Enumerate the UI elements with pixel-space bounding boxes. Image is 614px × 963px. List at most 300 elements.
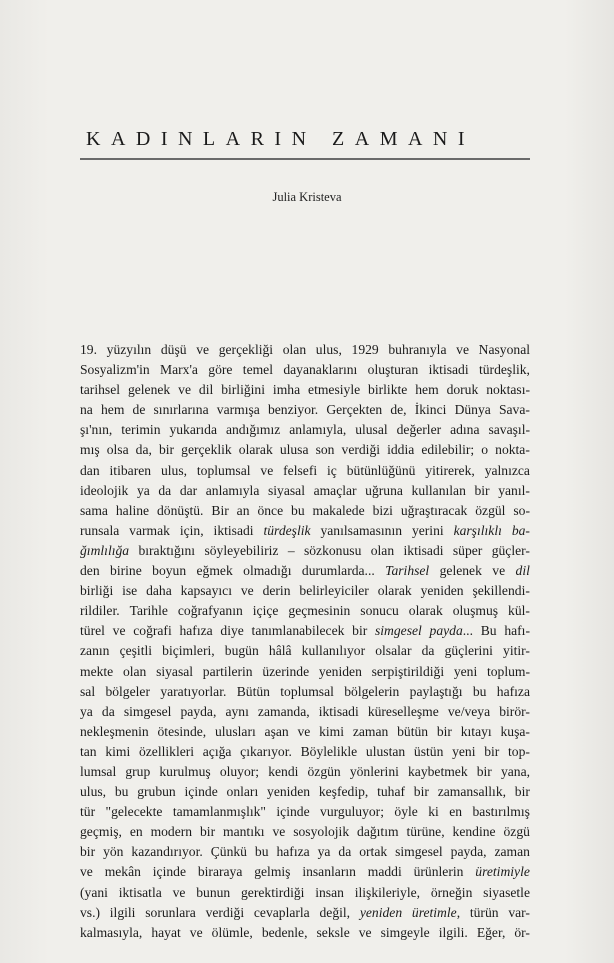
text-fragment: birör- [499,703,530,719]
word [253,601,279,621]
text-line [80,883,530,903]
word [80,702,93,722]
word [508,903,530,923]
text-fragment: yalnızca [484,462,530,478]
text-fragment: coğrafyanın [177,603,243,619]
word [179,621,212,641]
word [488,420,530,440]
text-fragment: olarak [377,583,412,599]
text-fragment: Böylelikle [300,743,358,759]
word [371,541,394,561]
text-fragment: toplum- [486,663,530,679]
word [408,762,468,782]
word [320,802,384,822]
word [406,822,444,842]
text-fragment: özellikleri [138,743,195,759]
word [102,702,115,722]
text-fragment: ve [272,824,286,840]
text-fragment: ya [317,844,331,860]
text-fragment: düşü [160,342,187,357]
word [375,641,411,661]
text-fragment: Nasyonal [478,342,530,357]
text-fragment: var- [508,904,530,920]
text-fragment: bu [472,683,487,699]
word [387,440,414,460]
word [283,461,317,481]
word [160,682,226,702]
word [226,420,280,440]
text-fragment: zanın [80,643,110,659]
text-fragment: grup [125,763,151,779]
word [381,923,430,943]
text-fragment: açığa [202,743,232,759]
word [483,883,530,903]
word [448,702,490,722]
word [80,621,105,641]
text-line [80,340,530,360]
text-fragment: tuhaf [377,784,406,800]
text-fragment: kıtayı [460,723,492,739]
text-fragment: siyasetle [483,884,530,900]
text-fragment: dayanaklarını [283,362,358,378]
text-fragment: birliği [80,583,114,599]
word [368,702,439,722]
word [80,601,120,621]
word [80,440,100,460]
word [472,581,529,601]
text-fragment: bir [484,743,500,759]
word [477,762,492,782]
word [80,802,95,822]
text-fragment: gelmiş [254,864,291,880]
text-fragment: kendine [452,824,496,840]
text-line [80,621,530,641]
text-fragment: vurguluyor; [320,804,384,820]
text-fragment: Eğer, [476,924,506,940]
text-fragment: doruk [446,382,479,398]
text-fragment: ve [172,884,186,900]
word [133,621,172,641]
text-fragment: ürünlerin [413,864,464,880]
italic-text: türdeşlik [263,522,311,538]
text-fragment: en [449,804,463,820]
text-fragment: hafıza [179,623,213,639]
word [106,802,163,822]
word [495,440,530,460]
text-fragment: oluşturan [367,362,419,378]
text-fragment: ve [189,924,203,940]
text-line [80,501,530,521]
text-fragment: ulus, [160,462,188,478]
title-rule [80,158,530,160]
word [125,762,150,782]
word [257,501,283,521]
text-fragment: kuşa- [500,723,530,739]
text-fragment: Bir [211,502,229,518]
word [255,842,269,862]
text-fragment: hafı- [504,623,530,639]
text-fragment: simgesel [395,844,443,860]
text-fragment: oluşmuş [452,603,499,619]
text-fragment: bütünlüğünü [346,462,416,478]
text-fragment: bunun [196,884,231,900]
word [137,481,150,501]
word [243,561,291,581]
text-fragment: andığımız [225,422,281,438]
italic-text: üretimle [411,904,457,920]
word [110,461,152,481]
text-fragment: serpiştirildiği [371,663,445,679]
word [410,682,463,702]
word [475,501,505,521]
text-fragment: etmesiyle [308,382,361,398]
text-line [80,742,530,762]
text-fragment: ilgili. [438,924,468,940]
text-line [80,702,530,722]
text-fragment: seksle [316,924,350,940]
word [350,762,399,782]
text-fragment: ölümle, [211,924,253,940]
word [161,461,187,481]
word [368,360,419,380]
text-fragment: yitirerek, [425,462,475,478]
word [120,641,152,661]
text-fragment: top- [508,743,530,759]
text-line [80,541,530,561]
text-fragment: itibaren [109,462,152,478]
text-line [80,903,530,923]
word [131,842,202,862]
text-fragment: biraraya [197,864,243,880]
word [453,601,498,621]
word [133,400,146,420]
word [157,501,203,521]
text-fragment: dağıtım [357,824,399,840]
word [360,601,399,621]
word [450,420,479,440]
word [80,682,95,702]
word [481,621,497,641]
word [318,842,331,862]
word [508,601,530,621]
word [359,842,387,862]
text-fragment: ve [260,462,274,478]
word [289,420,346,440]
text-fragment: mekân [104,864,141,880]
text-fragment: türel [80,623,105,639]
word [313,501,365,521]
text-fragment: iktisadi [428,362,469,378]
word [280,440,309,460]
word [355,420,387,440]
text-fragment: paylaştığı [409,683,463,699]
text-fragment: içinde [276,804,310,820]
word [181,440,232,460]
word [503,822,529,842]
word [474,481,489,501]
text-fragment: sosyolojik [293,824,350,840]
word [454,662,477,682]
text-fragment: ve [297,723,311,739]
word [440,561,482,581]
word [130,601,168,621]
text-fragment: keşfedip, [318,784,369,800]
text-fragment: örneğin [430,884,473,900]
text-fragment: gerçekliği [218,342,274,357]
word [160,360,198,380]
word [237,682,270,702]
text-fragment: ... [462,623,473,639]
text-fragment: bu [291,502,305,518]
text-fragment: ve [358,924,372,940]
text-fragment: rildiler. [80,603,120,619]
italic-text: karşılıklı [453,522,502,538]
text-fragment: bedenle, [261,924,308,940]
text-fragment: dan [80,462,100,478]
text-fragment: ve [178,382,191,398]
word [390,400,406,420]
text-fragment: na [80,402,93,418]
text-fragment: bu [114,784,129,800]
text-fragment: haline [115,502,150,518]
word [297,722,310,742]
text-fragment: iktisadi [213,522,254,538]
word [414,742,443,762]
word [508,742,530,762]
text-line [80,521,530,541]
text-line [80,762,530,782]
word [394,802,417,822]
text-fragment: özgü [503,824,530,840]
text-fragment: de, [390,402,407,418]
text-line [80,923,530,943]
word [283,360,357,380]
word [268,400,318,420]
text-fragment: mantıkı [223,824,265,840]
word [137,782,176,802]
text-fragment: İkinci [414,402,447,418]
text-fragment: yön [103,844,124,860]
text-fragment: coğrafi [133,623,172,639]
word [365,481,403,501]
text-fragment: uğraştıracak [400,502,468,518]
word [492,541,530,561]
italic-text: dil [515,563,530,579]
word [377,782,405,802]
word [113,621,126,641]
word [498,481,530,501]
word [409,601,443,621]
word [486,380,530,400]
word [173,802,266,822]
word [220,621,243,641]
word [215,722,256,742]
text-fragment: zamanda, [257,703,310,719]
text-fragment: şekillendi- [472,583,530,599]
text-fragment: sonucu [360,603,399,619]
text-fragment: ulusları [214,723,256,739]
word [214,521,254,541]
word [326,400,382,420]
text-fragment: maddi [367,864,402,880]
word [317,923,350,943]
text-fragment: göre [208,362,233,378]
word [138,541,195,561]
word [484,742,499,762]
word [80,380,120,400]
word [181,702,217,722]
word [116,501,149,521]
text-fragment: bıraktığını [138,542,196,558]
word [80,400,93,420]
word [412,903,460,923]
word [225,702,248,722]
text-fragment: da [158,482,172,498]
word [501,762,530,782]
text-fragment: kapsayıcı [180,583,232,599]
word [372,662,445,682]
text-fragment: özgün [307,763,341,779]
body-text [80,340,530,943]
text-fragment: daha [146,583,172,599]
text-fragment: kullanılıyor [301,643,366,659]
word [431,883,473,903]
word [302,862,356,882]
word [80,521,119,541]
text-fragment: Dünya [454,402,491,418]
word [103,842,123,862]
text-fragment: yeniden [318,663,362,679]
text-fragment: olan [370,542,395,558]
text-fragment: geçmesinin [288,603,351,619]
text-fragment: en [129,824,143,840]
word [80,641,109,661]
word [437,722,452,742]
text-line [80,802,530,822]
word [368,380,407,400]
word [221,380,265,400]
word [516,561,530,581]
word [158,722,207,742]
text-fragment: Çünkü [210,844,247,860]
word [276,842,309,862]
word [203,662,253,682]
text-fragment: türüne, [406,824,445,840]
text-fragment: süper [452,542,483,558]
text-fragment: 1929 [351,342,379,357]
word [352,340,379,360]
word [397,722,428,742]
word [199,380,213,400]
text-fragment: zaman [494,844,530,860]
text-fragment: iç [327,462,337,478]
word [240,742,292,762]
text-fragment: öyle [394,804,418,820]
word [197,461,251,481]
text-fragment: kül- [508,603,530,619]
text-fragment: payda, [180,703,217,719]
word [241,883,304,903]
word [456,340,469,360]
running-title: KADINLARIN ZAMANI [86,128,476,150]
word [500,722,529,742]
word [452,742,475,762]
text-fragment: bir [436,723,452,739]
text-fragment: sorunlara [145,904,196,920]
word [206,481,260,501]
text-fragment: nekleşmenin [80,723,149,739]
text-fragment: mekte [80,663,114,679]
word [80,903,100,923]
word [439,923,468,943]
text-fragment: kaybetmek [408,763,468,779]
word [190,923,203,943]
word [124,702,172,722]
word [342,440,381,460]
text-fragment: türün [469,904,499,920]
word [513,501,530,521]
text-fragment: savaşıl- [488,422,530,438]
word [158,481,171,501]
word [314,481,357,501]
word [80,461,100,481]
word [291,501,305,521]
text-fragment: terimin [121,422,161,438]
word [105,682,150,702]
word [241,581,254,601]
text-fragment: makalede [312,502,365,518]
word [360,903,402,923]
text-fragment: yeniden [267,784,311,800]
word [293,822,349,842]
text-line [80,822,530,842]
text-fragment: yanılsamasının [320,522,403,538]
text-fragment: da [338,844,352,860]
author-name: Julia Kristeva [272,190,342,204]
word [80,420,112,440]
text-fragment: zamansallık, [437,784,507,800]
text-fragment: yeni [453,663,478,679]
word [445,641,493,661]
text-fragment: çeşitli [119,643,153,659]
text-fragment: gelenek [127,382,171,398]
word [414,862,464,882]
word [258,702,310,722]
text-fragment: dönüştü. [157,502,204,518]
word [388,340,446,360]
text-line [80,842,530,862]
word [262,662,309,682]
word [453,541,482,561]
word [80,501,108,521]
word [320,521,402,541]
text-fragment: siyasal [267,482,305,498]
text-fragment: ve [196,342,210,357]
word [197,561,233,581]
word [151,923,180,943]
word [359,923,372,943]
italic-text: payda [429,623,463,639]
text-fragment: felsefi [283,462,318,478]
text-fragment: değil, [319,904,351,920]
text-fragment: ya [80,703,93,719]
text-fragment: cevaplarla [253,904,310,920]
text-fragment: ulusa [279,442,309,458]
word [169,420,217,440]
word [80,883,108,903]
word [302,561,375,581]
word [121,420,160,440]
